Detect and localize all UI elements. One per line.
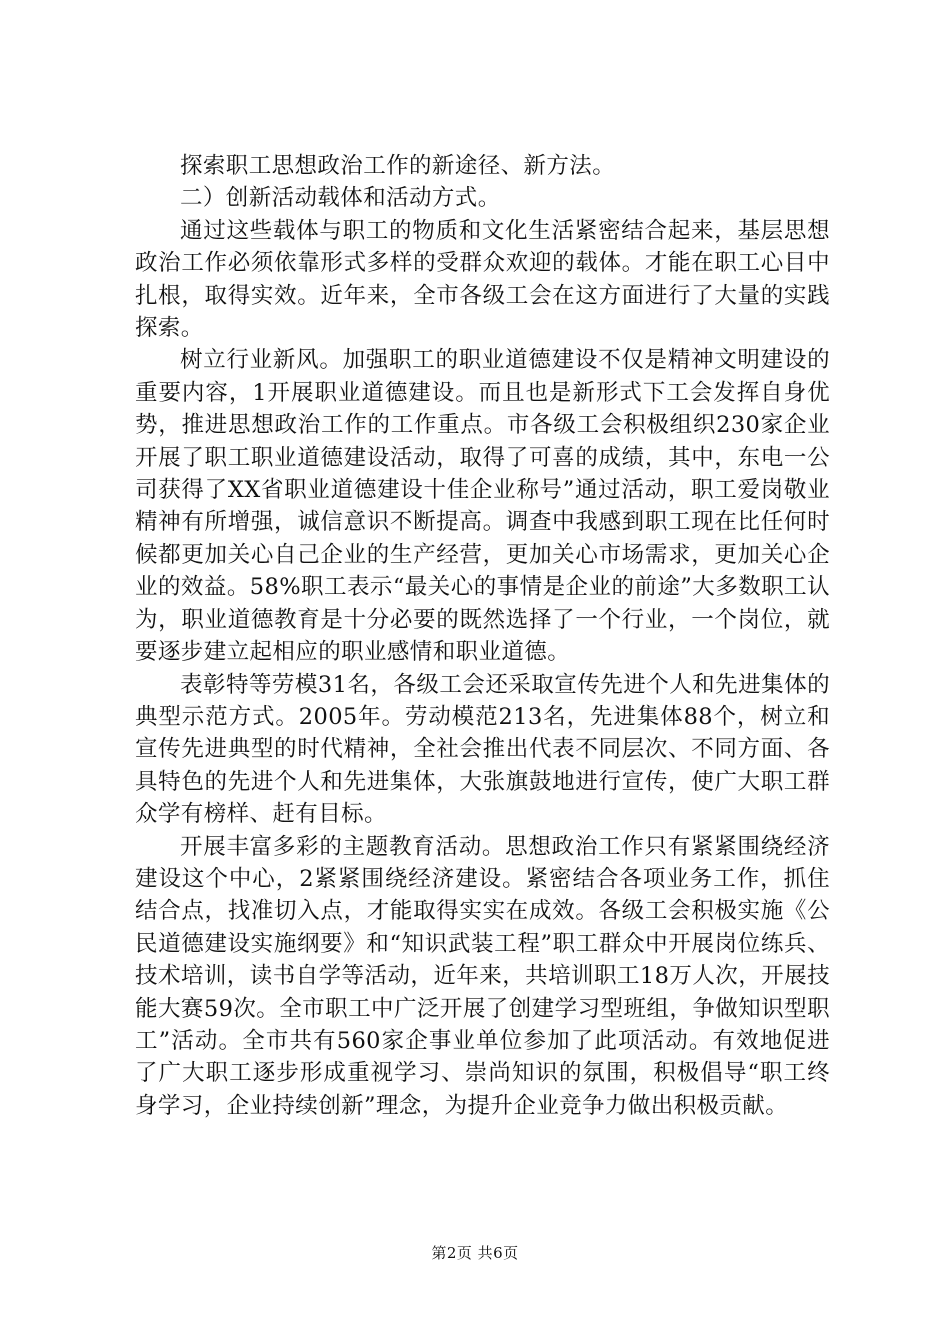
paragraph: 通过这些载体与职工的物质和文化生活紧密结合起来，基层思想政治工作必须依靠形式多样的受群众欢迎的载体。才能在职工心目中扎根，取得实效。近年来，全市各级工会在这方面进行了大量的实践探索。 bbox=[135, 217, 830, 342]
paragraph: 开展丰富多彩的主题教育活动。思想政治工作只有紧紧围绕经济建设这个中心，2紧紧围绕经济建设。紧密结合各项业务工作，抓住结合点，找准切入点，才能取得实实在成效。各级工会积极实施《公民道德建设实施纲要》和“知识武装工程”职工群众中开展岗位练兵、技术培训，读书自学等活动，近年来，共培训职工18万人次，开展技能大赛59次。全市职工中广泛开展了创建学习型班组，争做知识型职工”活动。全市共有560家企事业单位参加了此项活动。有效地促进了广大职工逐步形成重视学习、崇尚知识的氛围，积极倡导“职工终身学习，企业持续创新”理念，为提升企业竞争力做出积极贡献。 bbox=[135, 833, 830, 1119]
section-heading: 二）创新活动载体和活动方式。 bbox=[180, 185, 501, 212]
page-footer: 第2页 共6页 bbox=[431, 1244, 519, 1262]
paragraph: 探索职工思想政治工作的新途径、新方法。 bbox=[180, 153, 616, 179]
paragraph: 树立行业新风。加强职工的职业道德建设不仅是精神文明建设的重要内容，1开展职业道德建设。而且也是新形式下工会发挥自身优势，推进思想政治工作的工作重点。市各级工会积极组织230家企业开展了职工职业道德建设活动，取得了可喜的成绩，其中，东电一公司获得了XX省职业道德建设十佳企业称号”通过活动，职工爱岗敬业精神有所增强，诚信意识不断提高。调查中我感到职工现在比任何时候都更加关心自己企业的生产经营，更加关心市场需求，更加关心企业的效益。58%职工表示“最关心的事情是企业的前途”大多数职工认为，职业道德教育是十分必要的既然选择了一个行业，一个岗位，就要逐步建立起相应的职业感情和职业道德。 bbox=[135, 347, 830, 666]
document-body bbox=[135, 150, 830, 1122]
paragraph: 表彰特等劳模31名，各级工会还采取宣传先进个人和先进集体的典型示范方式。2005年。劳动模范213名，先进集体88个，树立和宣传先进典型的时代精神，全社会推出代表不同层次、不同方面、各具特色的先进个人和先进集体，大张旗鼓地进行宣传，使广大职工群众学有榜样、赶有目标。 bbox=[135, 671, 830, 828]
